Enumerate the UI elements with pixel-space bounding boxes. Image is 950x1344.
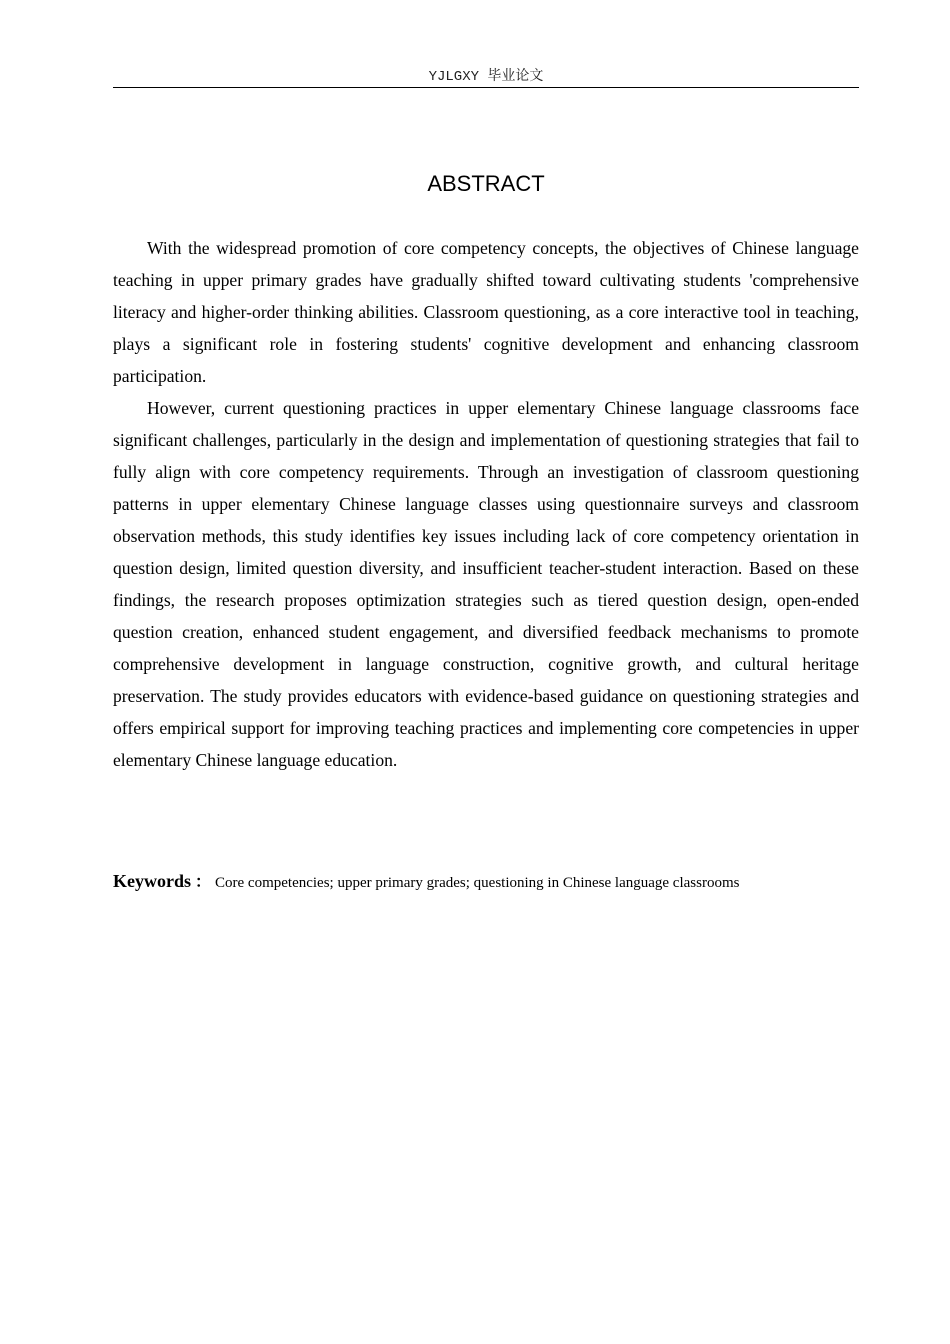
abstract-body — [113, 232, 859, 776]
keywords-line — [113, 866, 859, 898]
abstract-paragraph: However, current questioning practices in upper elementary Chinese language classrooms face significant challenges, particularly in the design and implementation of questioning strategies that fail to fully align with core competency requirements. Through an investigation of classroom questioning patterns in upper elementary Chinese language classes using questionnaire surveys and classroom observation methods, this study identifies key issues including lack of core competency orientation in question design, limited question diversity, and insufficient teacher-student interaction. Based on these findings, the research proposes optimization strategies such as tiered question design, open-ended question creation, enhanced student engagement, and diversified feedback mechanisms to promote comprehensive development in language construction, cognitive growth, and cultural heritage preservation. The study provides educators with evidence-based guidance on questioning strategies and offers empirical support for improving teaching practices and implementing core competencies in upper elementary Chinese language education. — [113, 398, 859, 770]
keywords-separator: ： — [195, 874, 212, 891]
running-header — [113, 67, 859, 88]
running-header-title: YJLGXY 毕业论文 — [428, 69, 544, 85]
keywords-text: Core competencies; upper primary grades; questioning in Chinese language classrooms — [215, 875, 740, 891]
abstract-title: ABSTRACT — [427, 171, 545, 196]
abstract-paragraph: With the widespread promotion of core competency concepts, the objectives of Chinese language teaching in upper primary grades have gradually shifted toward cultivating students 'comprehensive literacy and higher-order thinking abilities. Classroom questioning, as a core interactive tool in teaching, plays a significant role in fostering students' cognitive development and enhancing classroom participation. — [113, 238, 859, 386]
keywords-label: Keywords — [113, 871, 191, 891]
